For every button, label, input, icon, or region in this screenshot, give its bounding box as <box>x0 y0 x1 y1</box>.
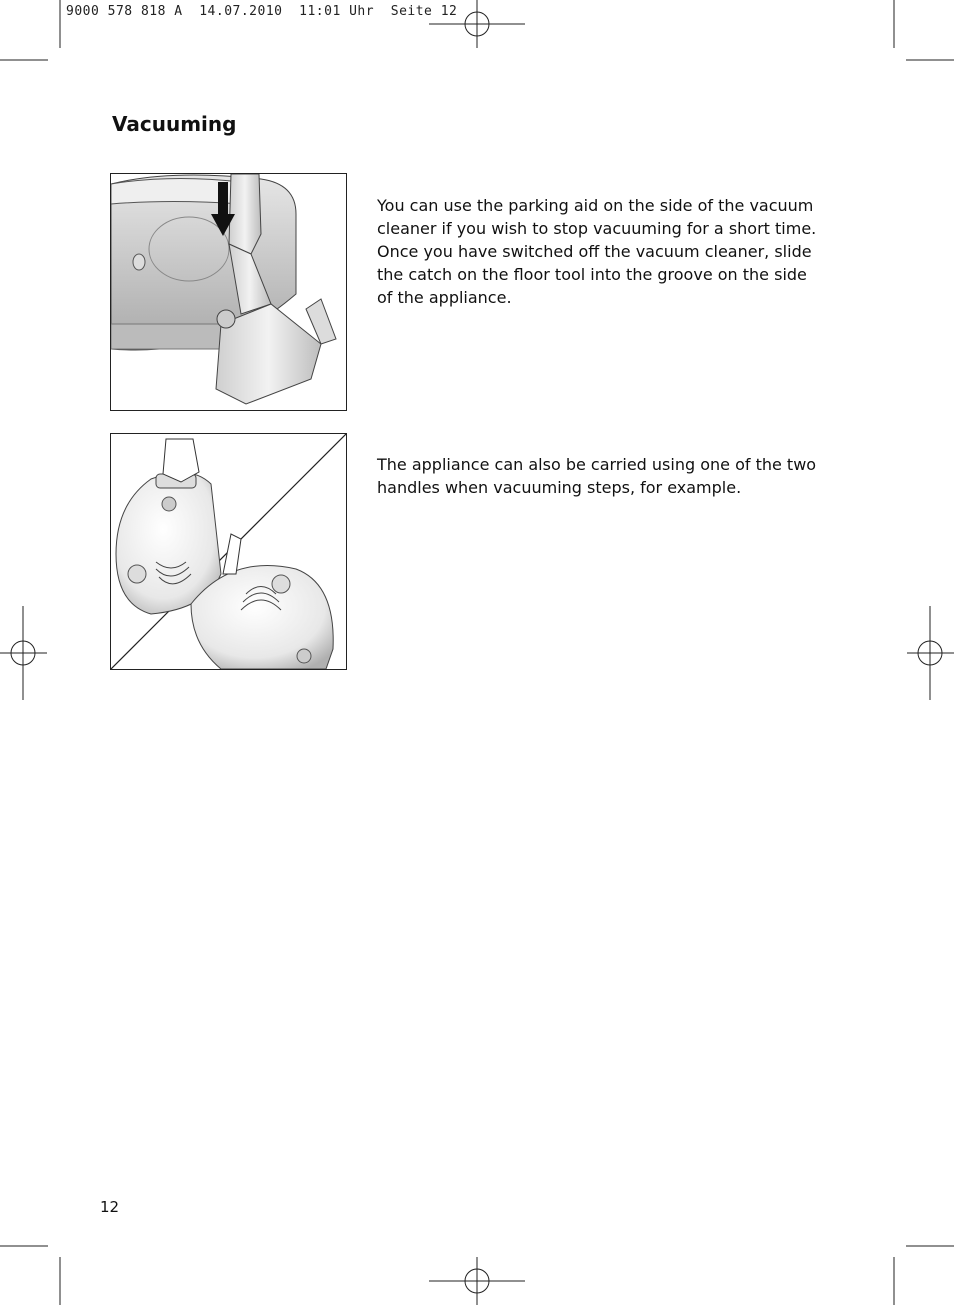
section-title: Vacuuming <box>112 112 237 136</box>
carrying-paragraph: The appliance can also be carried using one of the two handles when vacuuming steps, for example. <box>377 455 817 497</box>
page-number: 12 <box>100 1198 120 1216</box>
print-slug-line: 9000 578 818 A 14.07.2010 11:01 Uhr Seite 12 <box>66 4 458 19</box>
parking-aid-illustration <box>110 173 347 411</box>
carrying-illustration <box>110 433 347 670</box>
parking-aid-paragraph: You can use the parking aid on the side of the vacuum cleaner if you wish to stop vacuuming for a short time. Once you have switched off the vacuum cleaner, slide the catch on the floor tool into the groove on the side of the appliance. <box>377 196 817 307</box>
